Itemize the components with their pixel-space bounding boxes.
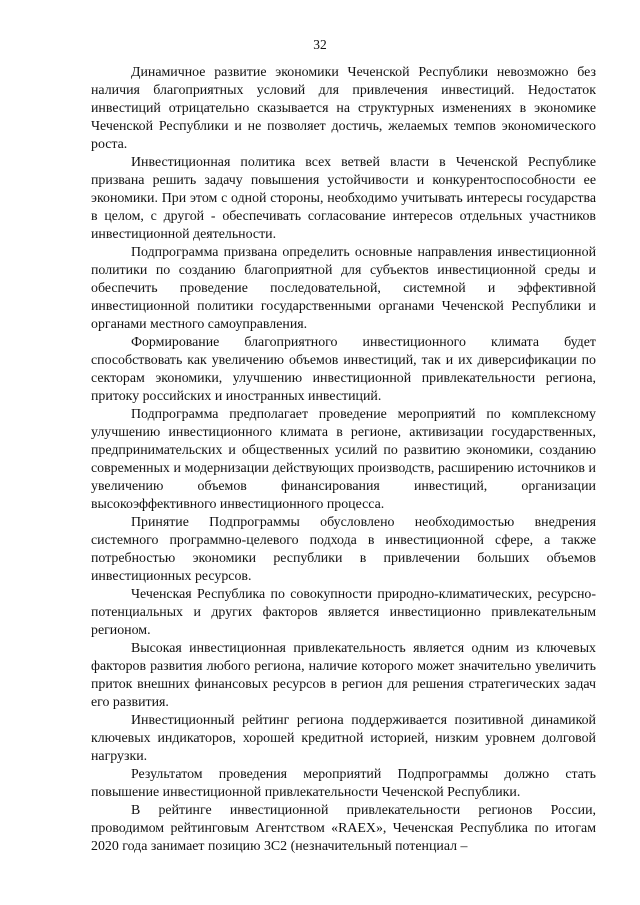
paragraph: Инвестиционный рейтинг региона поддерживается позитивной динамикой ключевых индикаторов, хорошей кредитной историей, низким уровнем долговой нагрузки. [91, 713, 596, 764]
paragraph: Результатом проведения мероприятий Подпрограммы должно стать повышение инвестиционной привлекательности Чеченской Республики. [91, 767, 596, 800]
paragraph: Формирование благоприятного инвестиционного климата будет способствовать как увеличению объемов инвестиций, так и их диверсификации по секторам экономики, улучшению инвестиционной привлекательности региона, притоку российских и иностранных инвестиций. [91, 335, 596, 404]
paragraph: Динамичное развитие экономики Чеченской Республики невозможно без наличия благоприятных условий для привлечения инвестиций. Недостаток инвестиций отрицательно сказывается на структурных изменениях в экономике Чеченской Республики и не позволяет достичь, желаемых темпов экономического роста. [91, 65, 596, 152]
document-body [91, 64, 596, 856]
paragraph: Инвестиционная политика всех ветвей власти в Чеченской Республике призвана решить задачу повышения устойчивости и конкурентоспособности ее экономики. При этом с одной стороны, необходимо учитывать интересы государства в целом, с другой - обеспечивать согласование интересов отдельных участников инвестиционной деятельности. [91, 155, 596, 242]
paragraph: Подпрограмма предполагает проведение мероприятий по комплексному улучшению инвестиционного климата в регионе, активизации государственных, предпринимательских и общественных усилий по развитию экономики, созданию современных и модернизации действующих производств, расширению источников и увеличению объемов финансирования инвестиций, организации высокоэффективного инвестиционного процесса. [91, 407, 596, 512]
paragraph: Высокая инвестиционная привлекательность является одним из ключевых факторов развития любого региона, наличие которого может значительно увеличить приток внешних финансовых ресурсов в регион для решения стратегических задач его развития. [91, 641, 596, 710]
paragraph: Принятие Подпрограммы обусловлено необходимостью внедрения системного программно-целевого подхода в инвестиционной сфере, а также потребностью экономики республики в привлечении больших объемов инвестиционных ресурсов. [91, 515, 596, 584]
paragraph: Чеченская Республика по совокупности природно-климатических, ресурсно-потенциальных и других факторов является инвестиционно привлекательным регионом. [91, 587, 596, 638]
paragraph: В рейтинге инвестиционной привлекательности регионов России, проводимом рейтинговым Агентством «RAEX», Чеченская Республика по итогам 2020 года занимает позицию 3С2 (незначительный потенциал – [91, 803, 596, 854]
page-number: 32 [313, 37, 327, 52]
paragraph: Подпрограмма призвана определить основные направления инвестиционной политики по созданию благоприятной для субъектов инвестиционной среды и обеспечить проведение последовательной, системной и эффективной инвестиционной политики государственными органами Чеченской Республики и органами местного самоуправления. [91, 245, 596, 332]
